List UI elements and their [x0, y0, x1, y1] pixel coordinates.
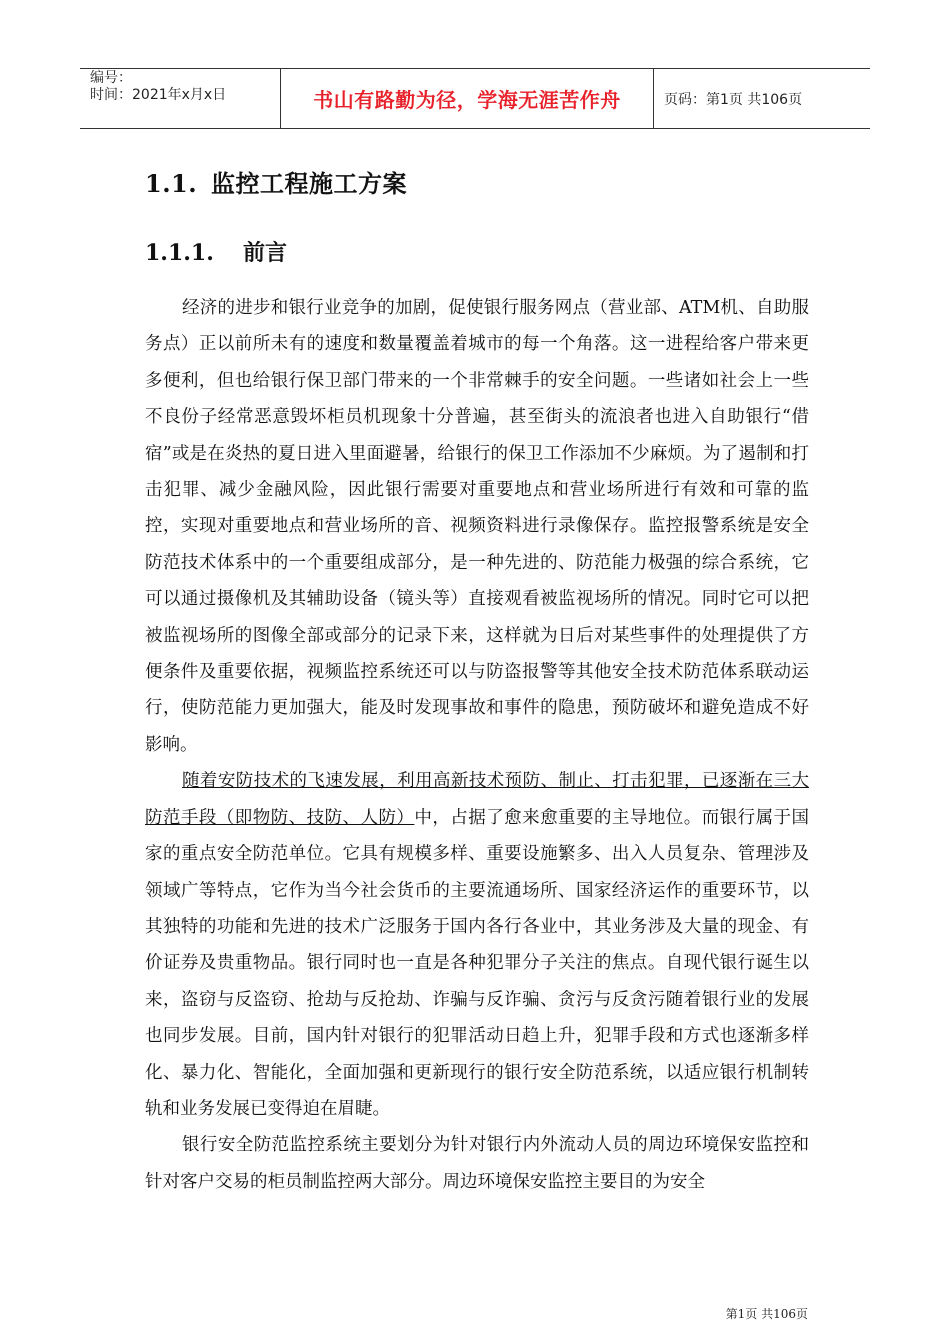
page-footer: 第1页 共106页	[725, 1307, 808, 1321]
header-meta-cell	[80, 69, 281, 128]
body-text	[145, 290, 809, 1200]
page-header	[80, 68, 870, 129]
header-motto: 书山有路勤为径，学海无涯苦作舟	[281, 69, 654, 128]
section-heading-1	[145, 164, 407, 199]
header-number-label: 编号：	[90, 70, 132, 86]
paragraph-2-text: 中，占据了愈来愈重要的主导地位。而银行属于国家的重点安全防范单位。它具有规模多样、重要设施繁多、出入人员复杂、管理涉及领域广等特点，它作为当今社会货币的主要流通场所、国家经济运作的重要环节，以其独特的功能和先进的技术广泛服务于国内各行各业中，其业务涉及大量的现金、有价证券及贵重物品。银行同时也一直是各种犯罪分子关注的焦点。自现代银行诞生以来，盗窃与反盗窃、抢劫与反抢劫、诈骗与反诈骗、贪污与反贪污随着银行业的发展也同步发展。目前，国内针对银行的犯罪活动日趋上升，犯罪手段和方式也逐渐多样化、暴力化、智能化，全面加强和更新现行的银行安全防范系统，以适应银行机制转轨和业务发展已变得迫在眉睫。	[145, 807, 809, 1119]
section-heading-2	[145, 236, 287, 267]
heading-2-title: 前言	[243, 240, 288, 266]
header-date-label: 时间：2021年x月x日	[90, 87, 227, 103]
heading-1-title: 监控工程施工方案	[211, 169, 407, 198]
paragraph-2-underlined-text: 随着安防技术的飞速发展，利用高新技术预防、制止、打击犯罪，已逐渐在三大防范手段（即物防、技防、人防）	[145, 771, 809, 828]
paragraph-1: 经济的进步和银行业竞争的加剧，促使银行服务网点（营业部、ATM机、自助服务点）正以前所未有的速度和数量覆盖着城市的每一个角落。这一进程给客户带来更多便利，但也给银行保卫部门带来的一个非常棘手的安全问题。一些诸如社会上一些不良份子经常恶意毁坏柜员机现象十分普遍，甚至街头的流浪者也进入自助银行“借宿”或是在炎热的夏日进入里面避暑，给银行的保卫工作添加不少麻烦。为了遏制和打击犯罪、减少金融风险，因此银行需要对重要地点和营业场所进行有效和可靠的监控，实现对重要地点和营业场所的音、视频资料进行录像保存。监控报警系统是安全防范技术体系中的一个重要组成部分，是一种先进的、防范能力极强的综合系统，它可以通过摄像机及其辅助设备（镜头等）直接观看被监视场所的情况。同时它可以把被监视场所的图像全部或部分的记录下来，这样就为日后对某些事件的处理提供了方便条件及重要依据，视频监控系统还可以与防盗报警等其他安全技术防范体系联动运行，使防范能力更加强大，能及时发现事故和事件的隐患，预防破坏和避免造成不好影响。	[145, 298, 809, 755]
paragraph-2	[145, 763, 809, 1127]
heading-2-number: 1.1.1.	[145, 240, 214, 266]
paragraph-3: 银行安全防范监控系统主要划分为针对银行内外流动人员的周边环境保安监控和针对客户交易的柜员制监控两大部分。周边环境保安监控主要目的为安全	[145, 1135, 809, 1192]
heading-1-number: 1.1.	[145, 169, 198, 198]
header-page-label: 页码：第1页 共106页	[664, 91, 803, 108]
